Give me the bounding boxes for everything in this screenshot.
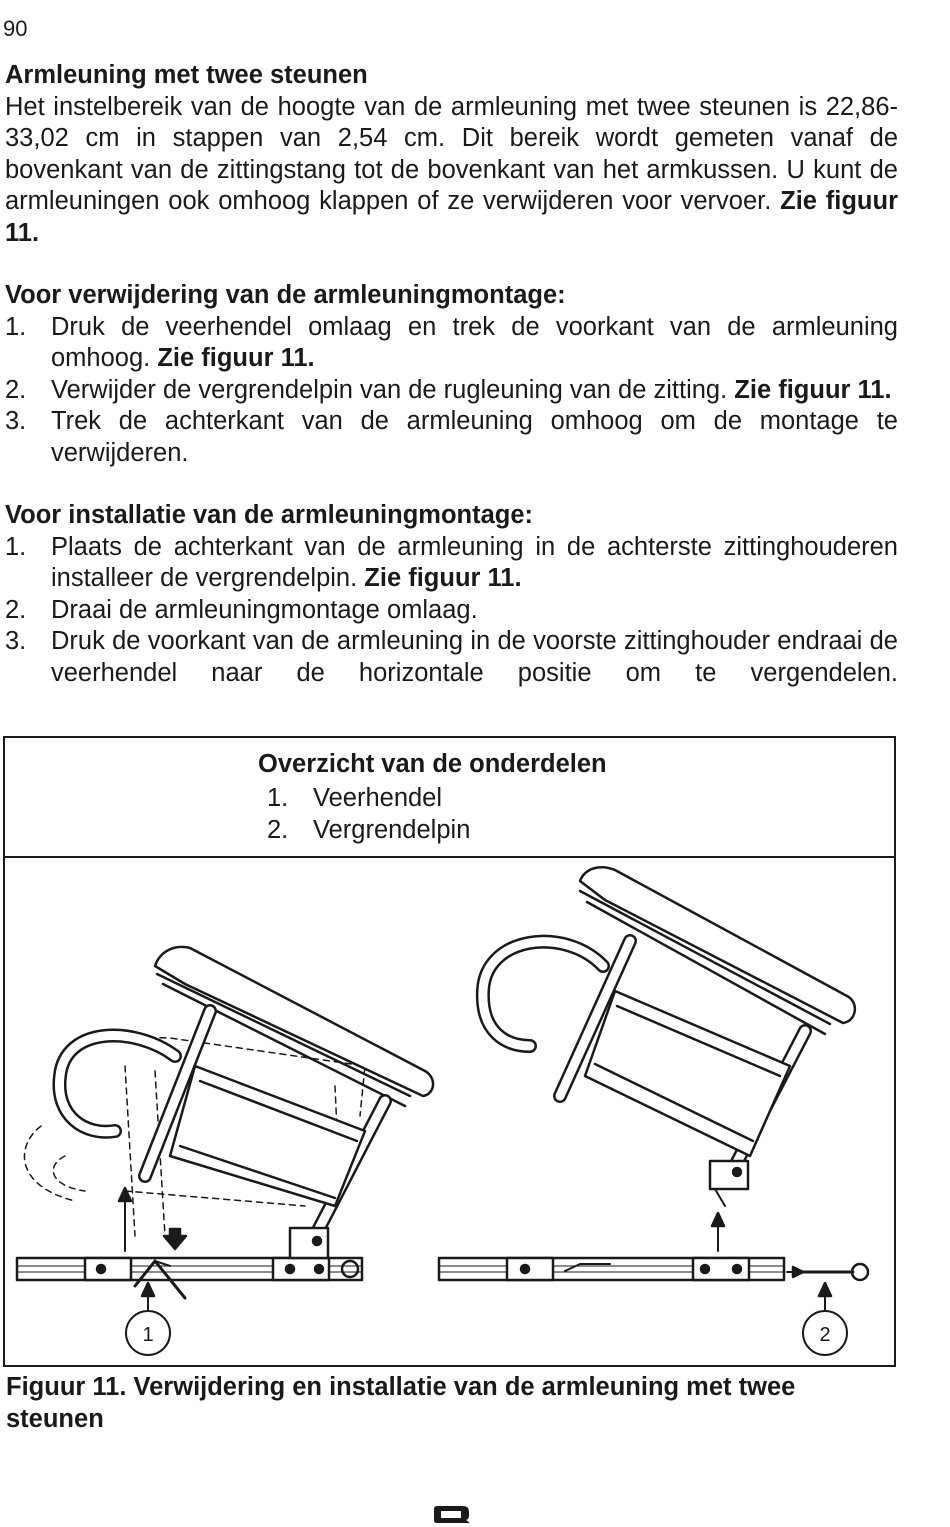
callout-1: 1 bbox=[142, 1324, 154, 1346]
list-item: 1. Druk de veerhendel omlaag en trek de voorkant van de armleuning omhoog. Zie figuur 11. bbox=[5, 312, 898, 372]
list-item: 3. Druk de voorkant van de armleuning in de voorste zittinghouder endraai de veerhendel naar de horizontale positie om te vergendelen. bbox=[5, 627, 898, 687]
parts-legend bbox=[5, 738, 894, 858]
installation-steps bbox=[5, 532, 898, 690]
legend-item-2: 2. Vergrendelpin bbox=[267, 816, 471, 844]
right-seat-rail bbox=[439, 1258, 784, 1280]
left-seat-rail bbox=[17, 1228, 362, 1280]
section-title-removal: Voor verwijdering van de armleuningmontage: bbox=[5, 281, 566, 309]
list-item: 2. Verwijder de vergrendelpin van de rugleuning van de zitting. Zie figuur 11. bbox=[5, 375, 892, 404]
legend-title: Overzicht van de onderdelen bbox=[258, 750, 607, 778]
armrest-illustration bbox=[5, 856, 894, 1365]
intro-paragraph bbox=[5, 92, 898, 250]
legend-item-1: 1. Veerhendel bbox=[267, 784, 443, 812]
list-item: 3. Trek de achterkant van de armleuning omhoog om de montage te verwijderen. bbox=[5, 407, 898, 467]
intro-text: Het instelbereik van de hoogte van de armleuning met twee steunen is 22,86-33,02 cm in stappen van 2,54 cm. Dit bereik wordt gemeten vanaf de bovenkant van de zittingstang tot de bovenkant van het armkussen. U kunt de armleuningen ook omhoog klappen of ze verwijderen voor vervoer. bbox=[5, 92, 898, 215]
callout-2: 2 bbox=[819, 1324, 831, 1346]
removal-steps bbox=[5, 312, 898, 470]
figure-caption: Figuur 11. Verwijdering en installatie van de armleuning met twee steunen bbox=[6, 1373, 796, 1433]
intro-figure-ref: Zie figuur 11. bbox=[5, 187, 898, 247]
list-item: 2. Draai de armleuningmontage omlaag. bbox=[5, 595, 478, 624]
figure-11 bbox=[3, 736, 896, 1367]
section-title-installation: Voor installatie van de armleuningmontage: bbox=[5, 501, 534, 529]
section-title-armrest: Armleuning met twee steunen bbox=[5, 61, 368, 89]
brand-logo-icon bbox=[433, 1504, 471, 1524]
list-item: 1. Plaats de achterkant van de armleuning in de achterste zittinghouderen installeer de vergrendelpin. Zie figuur 11. bbox=[5, 532, 898, 592]
main-content bbox=[5, 60, 898, 689]
push-down-arrow bbox=[164, 1229, 186, 1249]
page-number: 90 bbox=[3, 16, 28, 41]
